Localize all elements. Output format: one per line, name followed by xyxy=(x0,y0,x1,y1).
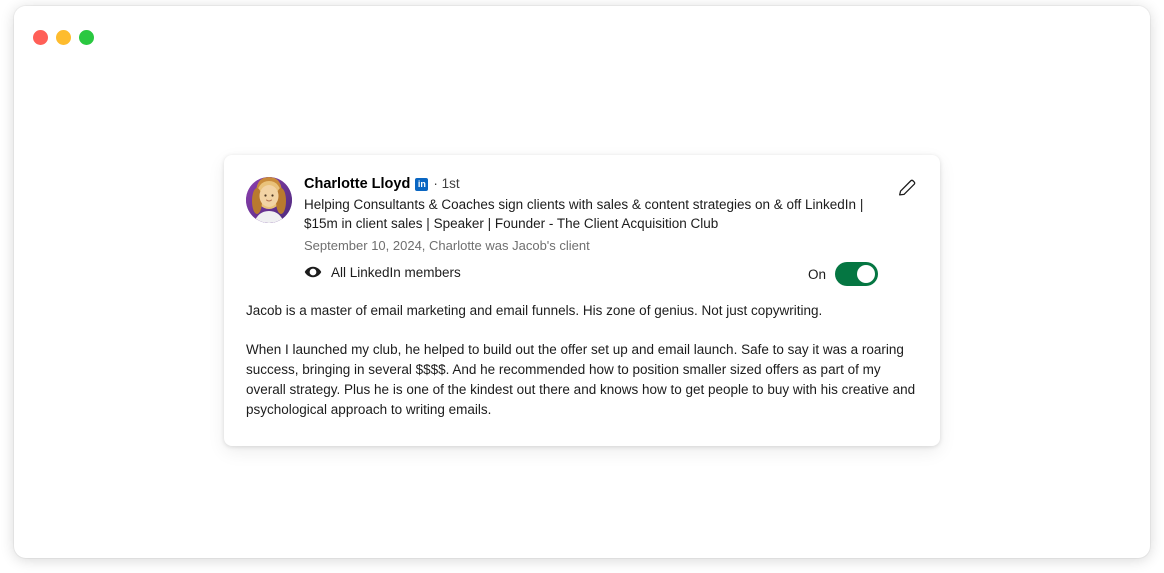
eye-icon xyxy=(304,263,322,281)
avatar-image xyxy=(246,177,292,223)
window-controls xyxy=(33,30,94,45)
visibility-toggle[interactable] xyxy=(835,262,878,286)
recommendation-meta: September 10, 2024, Charlotte was Jacob's client xyxy=(304,238,590,253)
pencil-icon xyxy=(896,177,918,199)
visibility-label: All LinkedIn members xyxy=(331,264,461,280)
connection-degree: · 1st xyxy=(433,176,460,191)
avatar xyxy=(246,177,292,223)
close-window-button[interactable] xyxy=(33,30,48,45)
author-headline: Helping Consultants & Coaches sign clients with sales & content strategies on & off LinkedIn | $15m in client sales | Speaker | Founder - The Client Acquisition Club xyxy=(304,197,864,231)
author-name[interactable]: Charlotte Lloyd xyxy=(304,176,411,192)
linkedin-badge-icon: in xyxy=(415,178,428,191)
recommendation-paragraph: When I launched my club, he helped to build out the offer set up and email launch. Safe to say it was a roaring success, bringing in several $$$$. And he recommended how to position smaller sized offers as part of my overall strategy. Plus he is one of the kindest out there and knows how to get people to buy with his creative and psychological approach to writing emails. xyxy=(246,342,916,417)
title-bar xyxy=(14,6,1150,68)
app-window xyxy=(14,6,1150,558)
minimize-window-button[interactable] xyxy=(56,30,71,45)
visibility-toggle-group xyxy=(808,262,878,286)
recommendation-paragraph: Jacob is a master of email marketing and email funnels. His zone of genius. Not just copywriting. xyxy=(246,303,823,318)
toggle-knob xyxy=(857,265,875,283)
author-info xyxy=(304,175,918,281)
author-name-line xyxy=(304,175,878,193)
recommendation-card xyxy=(224,155,940,446)
edit-recommendation-button[interactable] xyxy=(896,177,918,199)
recommendation-header xyxy=(246,175,918,281)
recommendation-body xyxy=(246,301,918,420)
maximize-window-button[interactable] xyxy=(79,30,94,45)
toggle-state-label: On xyxy=(807,266,826,282)
visibility-row xyxy=(304,263,878,281)
